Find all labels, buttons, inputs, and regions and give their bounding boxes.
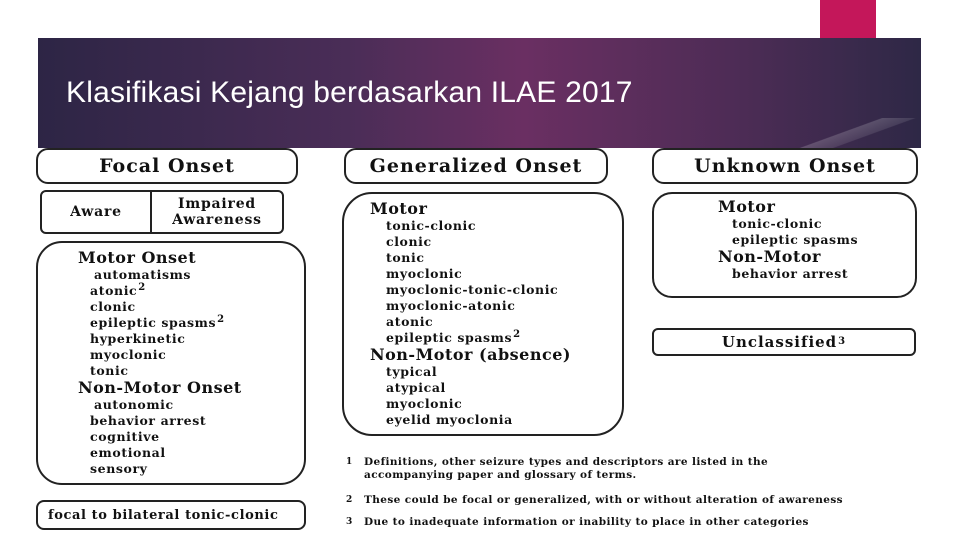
focal-onset-header: Focal Onset [36,148,298,184]
focal-motor-item [78,283,304,299]
focal-nonmotor-item: cognitive [90,429,160,444]
footnote-line: Definitions, other seizure types and descriptors are listed in the [364,456,769,468]
generalized-motor-item: tonic-clonic [386,218,477,233]
footnote-text [364,456,768,482]
focal-to-bilateral-box: focal to bilateral tonic-clonic [36,500,306,530]
generalized-nonmotor-heading: Non-Motor (absence) [370,345,571,364]
footnote-text: These could be focal or generalized, with or without alteration of awareness [364,494,843,506]
generalized-motor-item: tonic [386,250,425,265]
unclassified-box: Unclassified 3 [652,328,916,356]
footnote-ref: 2 [513,328,521,340]
focal-onset-box [36,241,306,485]
generalized-onset-header: Generalized Onset [344,148,608,184]
focal-motor-item: automatisms [94,267,192,282]
unknown-onset-header: Unknown Onset [652,148,918,184]
unknown-onset-box [652,192,917,298]
footnote-2 [346,494,906,507]
footnote-text: Due to inadequate information or inability to place in other categories [364,516,809,528]
focal-nonmotor-item: behavior arrest [90,413,207,428]
focal-motor-item-text: atonic [90,283,138,298]
focal-motor-heading: Motor Onset [78,248,197,267]
unknown-motor-item: epileptic spasms [732,232,859,247]
generalized-motor-item-text: epileptic spasms [386,330,513,345]
unknown-nonmotor-heading: Non-Motor [718,247,821,266]
focal-nonmotor-item: sensory [90,461,148,476]
impaired-line2: Awareness [172,212,262,228]
generalized-motor-item: atonic [386,314,434,329]
focal-motor-item: clonic [90,299,136,314]
generalized-onset-box [342,192,624,436]
impaired-line1: Impaired [177,196,256,212]
footnote-ref: 2 [138,281,146,293]
generalized-nonmotor-item: atypical [386,380,446,395]
generalized-nonmotor-item: eyelid myoclonia [386,412,513,427]
generalized-nonmotor-item: myoclonic [386,396,463,411]
aware-label: Aware [42,192,152,232]
awareness-box [40,190,284,234]
footnote-number: 2 [346,495,353,505]
focal-motor-item-text: epileptic spasms [90,315,217,330]
generalized-motor-item [370,330,622,346]
focal-nonmotor-heading: Non-Motor Onset [78,378,242,397]
focal-motor-item: tonic [90,363,129,378]
footnote-1 [346,456,906,482]
footnote-line: accompanying paper and glossary of terms. [364,469,637,481]
title-bar [38,38,921,148]
focal-motor-item: hyperkinetic [90,331,186,346]
footnote-ref: 2 [217,313,225,325]
focal-nonmotor-item: emotional [90,445,166,460]
unknown-motor-heading: Motor [718,197,776,216]
footnote-number: 3 [346,517,353,527]
footnote-3 [346,516,906,529]
generalized-motor-item: myoclonic-atonic [386,298,516,313]
focal-nonmotor-item: autonomic [94,397,174,412]
generalized-motor-heading: Motor [370,199,428,218]
focal-motor-item [78,315,304,331]
footnote-number: 1 [346,457,353,467]
unclassified-label: Unclassified [721,333,838,351]
generalized-motor-item: clonic [386,234,432,249]
focal-motor-item: myoclonic [90,347,167,362]
generalized-motor-item: myoclonic [386,266,463,281]
unknown-motor-item: tonic-clonic [732,216,823,231]
impaired-awareness-label [152,192,282,232]
slide-title: Klasifikasi Kejang berdasarkan ILAE 2017 [66,76,633,109]
generalized-nonmotor-item: typical [386,364,438,379]
unknown-nonmotor-item: behavior arrest [732,266,849,281]
generalized-motor-item: myoclonic-tonic-clonic [386,282,559,297]
decorative-stripe [781,118,921,148]
